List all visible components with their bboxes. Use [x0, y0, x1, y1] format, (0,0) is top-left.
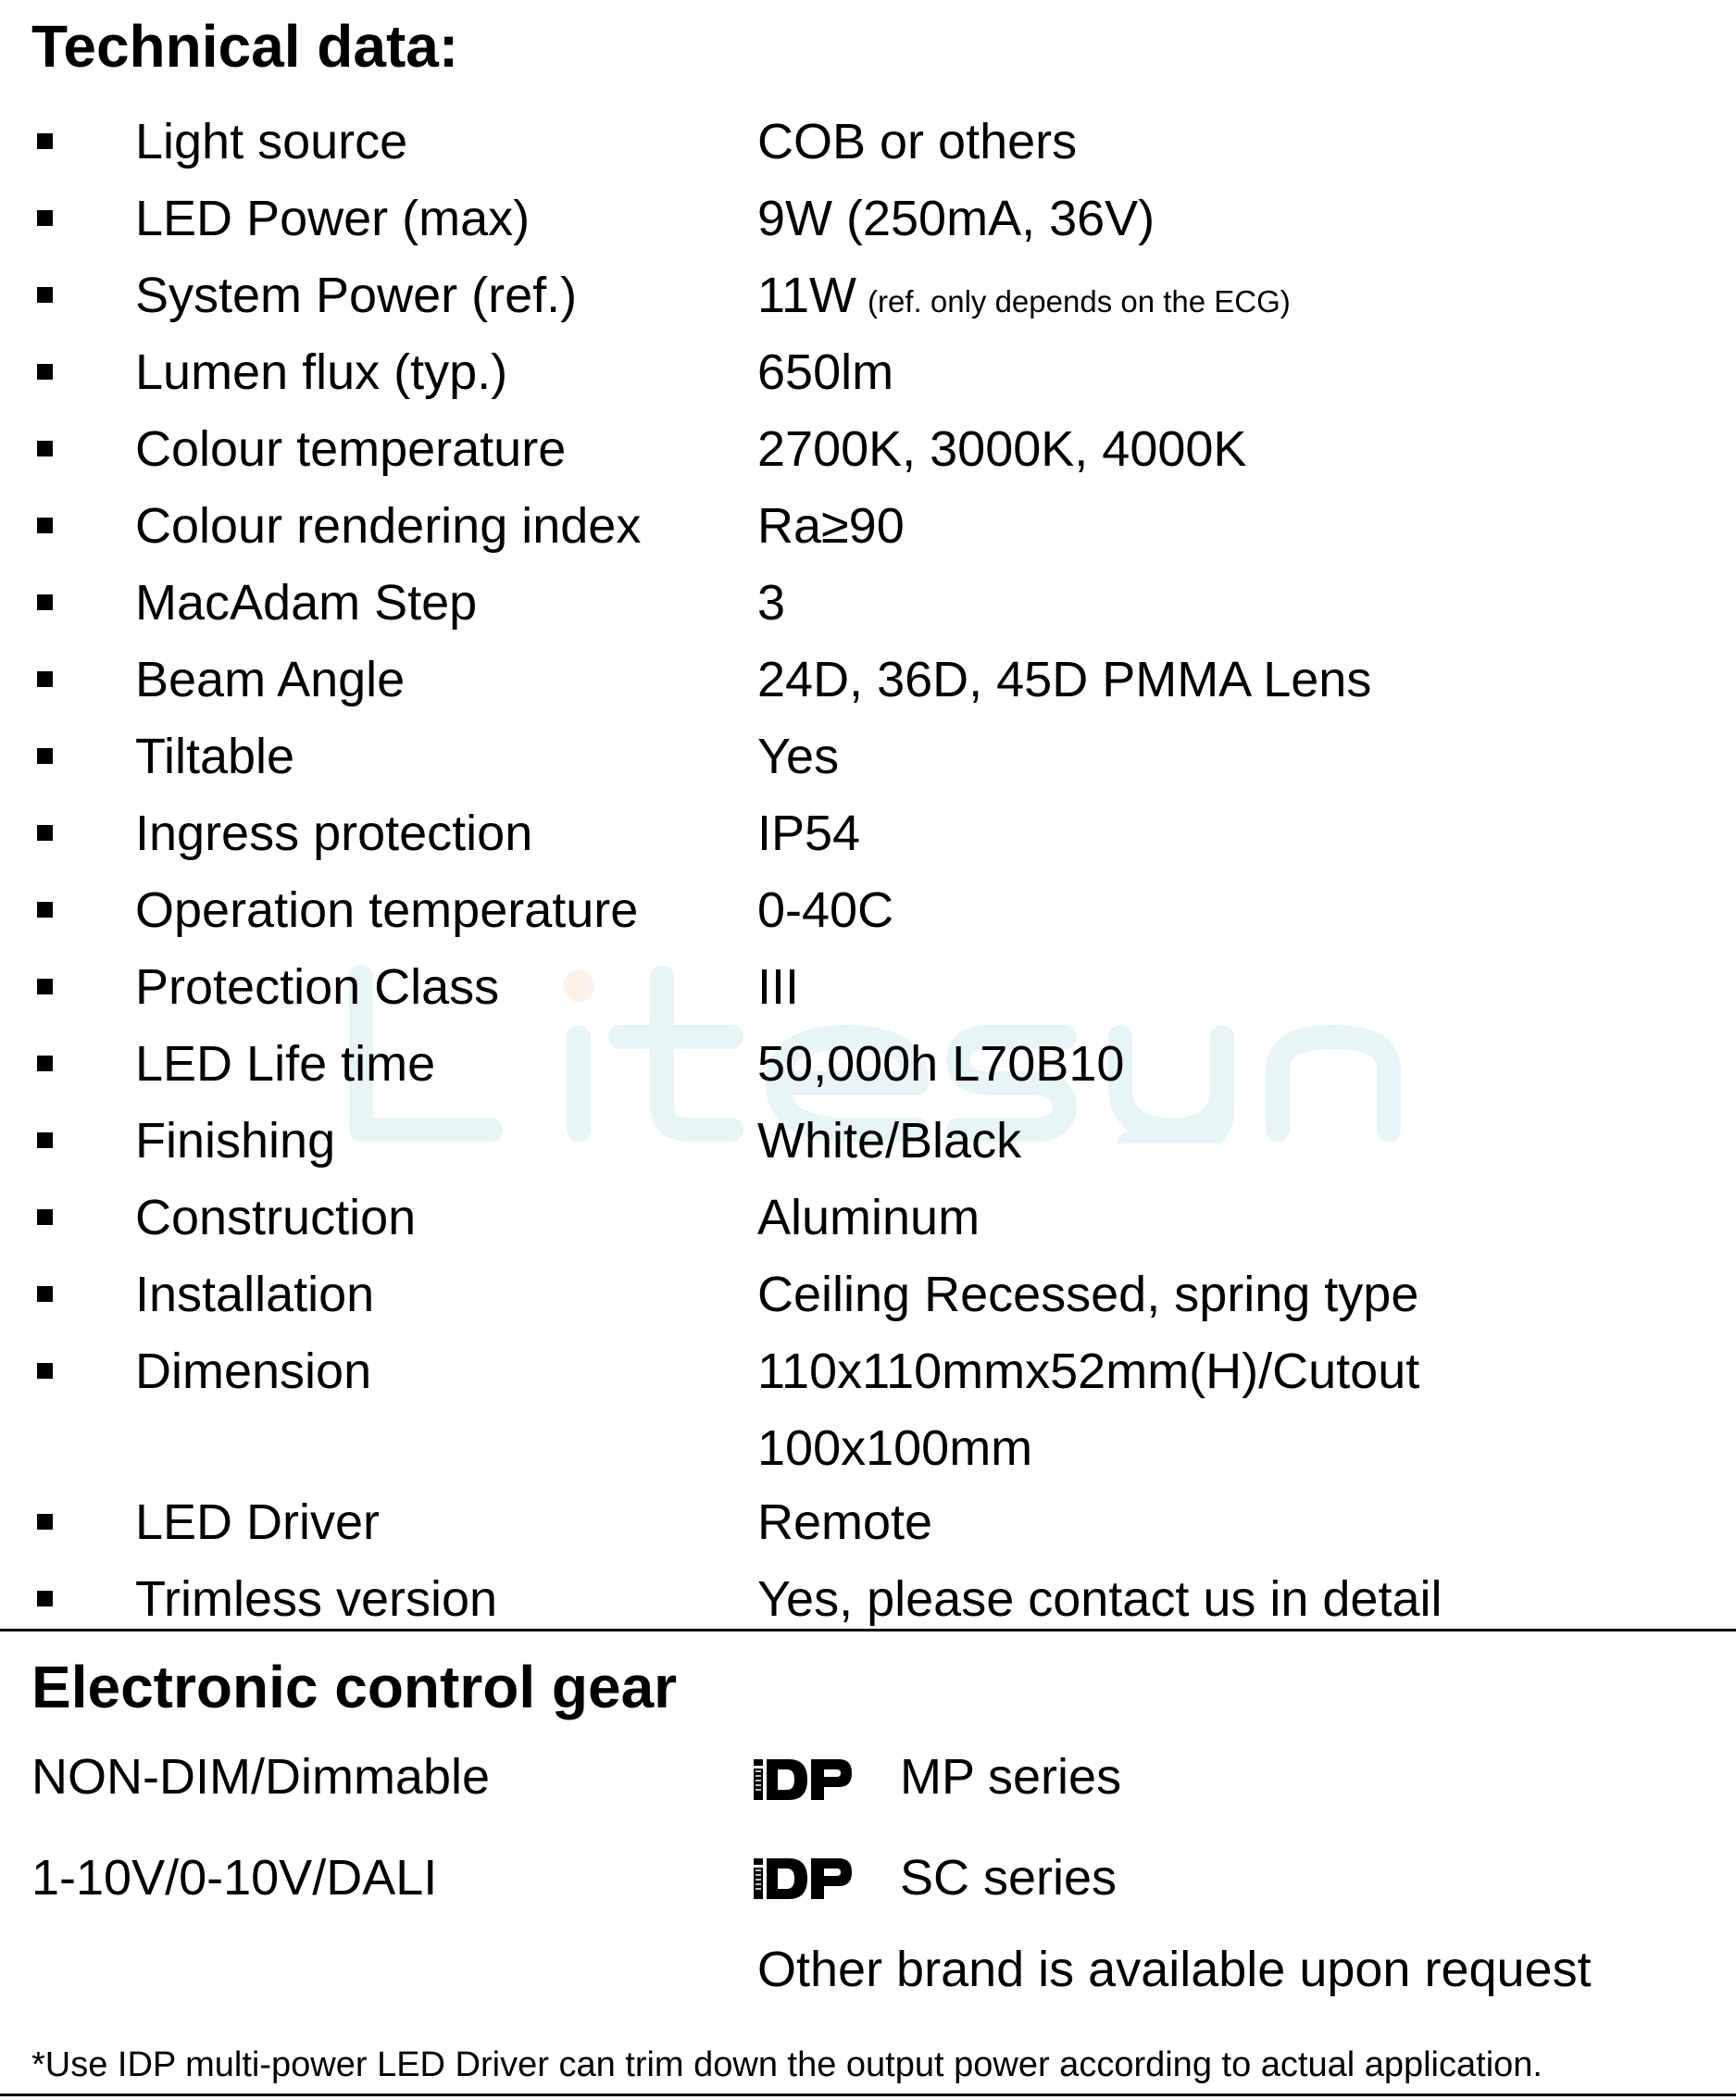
spec-value-text: COB or others	[757, 114, 1078, 169]
spec-list	[0, 104, 1736, 1638]
spec-label: Trimless version	[135, 1571, 498, 1627]
spec-value	[757, 1484, 1702, 1561]
spec-value-text: Aluminum	[757, 1190, 980, 1245]
spec-row	[0, 872, 1736, 949]
spec-row	[0, 1180, 1736, 1256]
spec-value-text: 2700K, 3000K, 4000K	[757, 421, 1247, 477]
spec-value-text: 9W (250mA, 36V)	[757, 191, 1155, 246]
spec-label: Light source	[135, 114, 408, 169]
spec-row	[0, 719, 1736, 795]
square-bullet-icon	[37, 518, 53, 533]
spec-value-text: White/Black	[757, 1113, 1022, 1169]
spec-value	[757, 1333, 1702, 1487]
other-brand-note: Other brand is available upon request	[757, 1942, 1592, 1997]
spec-label: System Power (ref.)	[135, 268, 578, 323]
spec-row	[0, 1484, 1736, 1561]
square-bullet-icon	[37, 287, 53, 303]
spec-value-text: 50,000h L70B10	[757, 1036, 1125, 1092]
gear-type-nondim: NON-DIM/Dimmable	[31, 1749, 491, 1805]
spec-value	[757, 257, 1702, 340]
spec-row	[0, 565, 1736, 642]
spec-label: Colour rendering index	[135, 498, 642, 554]
section-divider	[0, 1629, 1736, 1631]
spec-value-note: (ref. only depends on the ECG)	[868, 284, 1291, 319]
spec-label: Colour temperature	[135, 421, 567, 477]
square-bullet-icon	[37, 441, 53, 456]
idp-logo-icon	[754, 1856, 854, 1901]
spec-value-text: Ceiling Recessed, spring type	[757, 1267, 1419, 1322]
spec-label: LED Driver	[135, 1494, 381, 1550]
square-bullet-icon	[37, 825, 53, 841]
spec-value-text: IP54	[757, 806, 861, 861]
spec-value	[757, 104, 1702, 181]
spec-label: LED Life time	[135, 1036, 436, 1092]
spec-value	[757, 411, 1702, 488]
spec-row	[0, 488, 1736, 565]
technical-data-heading: Technical data:	[31, 13, 459, 80]
spec-row	[0, 1561, 1736, 1638]
spec-row	[0, 257, 1736, 334]
spec-value	[757, 642, 1702, 719]
spec-label: Lumen flux (typ.)	[135, 344, 508, 400]
square-bullet-icon	[37, 594, 53, 610]
spec-label: Dimension	[135, 1344, 372, 1399]
bottom-divider	[0, 2094, 1736, 2096]
gear-series-mp: MP series	[900, 1749, 1122, 1805]
square-bullet-icon	[37, 979, 53, 994]
gear-type-dali: 1-10V/0-10V/DALI	[31, 1850, 438, 1906]
spec-value-text: 0-40C	[757, 882, 894, 938]
spec-value-text: Ra≥90	[757, 498, 905, 554]
footnote: *Use IDP multi-power LED Driver can trim down the output power according to actual application.	[31, 2045, 1542, 2084]
spec-row	[0, 411, 1736, 488]
spec-value	[757, 949, 1702, 1026]
spec-row	[0, 642, 1736, 719]
square-bullet-icon	[37, 1363, 53, 1379]
spec-row	[0, 1026, 1736, 1103]
spec-label: Protection Class	[135, 959, 500, 1015]
spec-row	[0, 795, 1736, 872]
spec-value-text: Yes	[757, 729, 840, 784]
gear-series-sc: SC series	[900, 1850, 1118, 1906]
spec-label: Finishing	[135, 1113, 336, 1169]
spec-value	[757, 1026, 1702, 1103]
spec-label: LED Power (max)	[135, 191, 531, 246]
spec-value-text: Remote	[757, 1494, 933, 1550]
spec-value-text: 11W	[757, 268, 857, 323]
spec-label: Installation	[135, 1267, 375, 1322]
spec-value-text-line2: 100x100mm	[757, 1420, 1033, 1476]
spec-value	[757, 795, 1702, 872]
spec-row	[0, 1103, 1736, 1180]
spec-value	[757, 1180, 1702, 1256]
spec-value	[757, 565, 1702, 642]
spec-label: Operation temperature	[135, 882, 639, 938]
idp-logo-icon	[754, 1757, 854, 1802]
spec-label: Beam Angle	[135, 652, 406, 707]
square-bullet-icon	[37, 1591, 53, 1606]
spec-value-text: 3	[757, 575, 786, 631]
square-bullet-icon	[37, 671, 53, 687]
square-bullet-icon	[37, 1132, 53, 1148]
spec-row	[0, 181, 1736, 257]
spec-value-text: III	[757, 959, 800, 1015]
spec-row	[0, 1256, 1736, 1333]
spec-row	[0, 1333, 1736, 1484]
spec-value-text: 110x110mmx52mm(H)/Cutout	[757, 1344, 1420, 1399]
square-bullet-icon	[37, 1514, 53, 1530]
square-bullet-icon	[37, 364, 53, 380]
spec-value	[757, 334, 1702, 411]
spec-value	[757, 1561, 1702, 1638]
spec-label: Ingress protection	[135, 806, 533, 861]
spec-value-text: 24D, 36D, 45D PMMA Lens	[757, 652, 1372, 707]
square-bullet-icon	[37, 210, 53, 226]
spec-label: MacAdam Step	[135, 575, 478, 631]
control-gear-heading: Electronic control gear	[31, 1654, 678, 1720]
square-bullet-icon	[37, 1056, 53, 1071]
square-bullet-icon	[37, 902, 53, 918]
spec-value-text: Yes, please contact us in detail	[757, 1571, 1443, 1627]
square-bullet-icon	[37, 1286, 53, 1302]
spec-value	[757, 1256, 1702, 1333]
spec-value	[757, 719, 1702, 795]
spec-label: Construction	[135, 1190, 417, 1245]
spec-row	[0, 104, 1736, 181]
spec-value	[757, 488, 1702, 565]
square-bullet-icon	[37, 133, 53, 149]
spec-value	[757, 181, 1702, 257]
spec-row	[0, 334, 1736, 411]
spec-label: Tiltable	[135, 729, 295, 784]
spec-row	[0, 949, 1736, 1026]
spec-value-text: 650lm	[757, 344, 894, 400]
square-bullet-icon	[37, 748, 53, 764]
spec-value	[757, 1103, 1702, 1180]
square-bullet-icon	[37, 1209, 53, 1225]
spec-value	[757, 872, 1702, 949]
